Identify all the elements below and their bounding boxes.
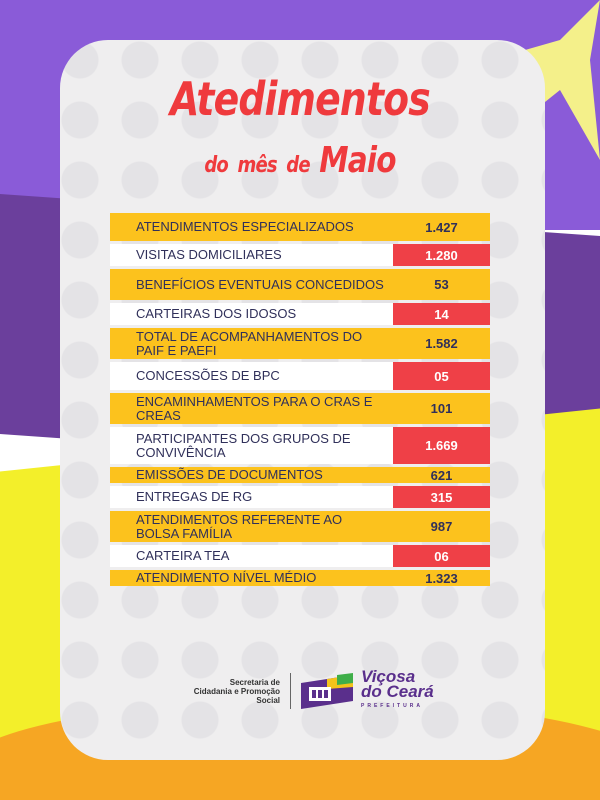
table-row: [110, 213, 490, 241]
page-title: Atedimentos: [170, 72, 430, 126]
row-label: ATENDIMENTOS ESPECIALIZADOS: [110, 213, 393, 241]
row-label: CARTEIRA TEA: [110, 545, 393, 567]
row-label: TOTAL DE ACOMPANHAMENTOS DO PAIF E PAEFI: [110, 328, 393, 359]
table-row: [110, 269, 490, 300]
table-row: [110, 328, 490, 359]
row-label: ENTREGAS DE RG: [110, 486, 393, 508]
row-value: 987: [393, 511, 490, 542]
city-name: Viçosa do Ceará PREFEITURA: [361, 666, 434, 709]
row-label: VISITAS DOMICILIARES: [110, 244, 393, 266]
row-value: 06: [393, 545, 490, 567]
prefeitura-logo-icon: [301, 673, 353, 709]
table-row: [110, 467, 490, 483]
table-row: [110, 244, 490, 266]
row-label: ATENDIMENTO NÍVEL MÉDIO: [110, 570, 393, 586]
row-label: CARTEIRAS DOS IDOSOS: [110, 303, 393, 325]
row-value: 1.280: [393, 244, 490, 266]
table-row: [110, 393, 490, 424]
row-value: 1.323: [393, 570, 490, 586]
table-row: [110, 511, 490, 542]
row-label: BENEFÍCIOS EVENTUAIS CONCEDIDOS: [110, 269, 393, 300]
row-value: 05: [393, 362, 490, 390]
row-value: 101: [393, 393, 490, 424]
page-subtitle: do mês de Maio: [204, 140, 396, 181]
row-label: ENCAMINHAMENTOS PARA O CRAS E CREAS: [110, 393, 393, 424]
row-value: 14: [393, 303, 490, 325]
table-row: [110, 545, 490, 567]
row-label: PARTICIPANTES DOS GRUPOS DE CONVIVÊNCIA: [110, 427, 393, 464]
row-value: 1.669: [393, 427, 490, 464]
divider: [290, 673, 291, 709]
row-label: ATENDIMENTOS REFERENTE AO BOLSA FAMÍLIA: [110, 511, 393, 542]
table-row: [110, 486, 490, 508]
row-value: 315: [393, 486, 490, 508]
table-row: [110, 427, 490, 464]
footer-logos: [180, 668, 460, 714]
row-value: 1.582: [393, 328, 490, 359]
row-value: 53: [393, 269, 490, 300]
row-value: 621: [393, 467, 490, 483]
row-value: 1.427: [393, 213, 490, 241]
row-label: CONCESSÕES DE BPC: [110, 362, 393, 390]
secretaria-text: Secretaria de Cidadania e Promoção Social: [193, 677, 280, 705]
table-row: [110, 303, 490, 325]
table-row: [110, 570, 490, 586]
stats-table: [110, 213, 490, 589]
row-label: EMISSÕES DE DOCUMENTOS: [110, 467, 393, 483]
table-row: [110, 362, 490, 390]
